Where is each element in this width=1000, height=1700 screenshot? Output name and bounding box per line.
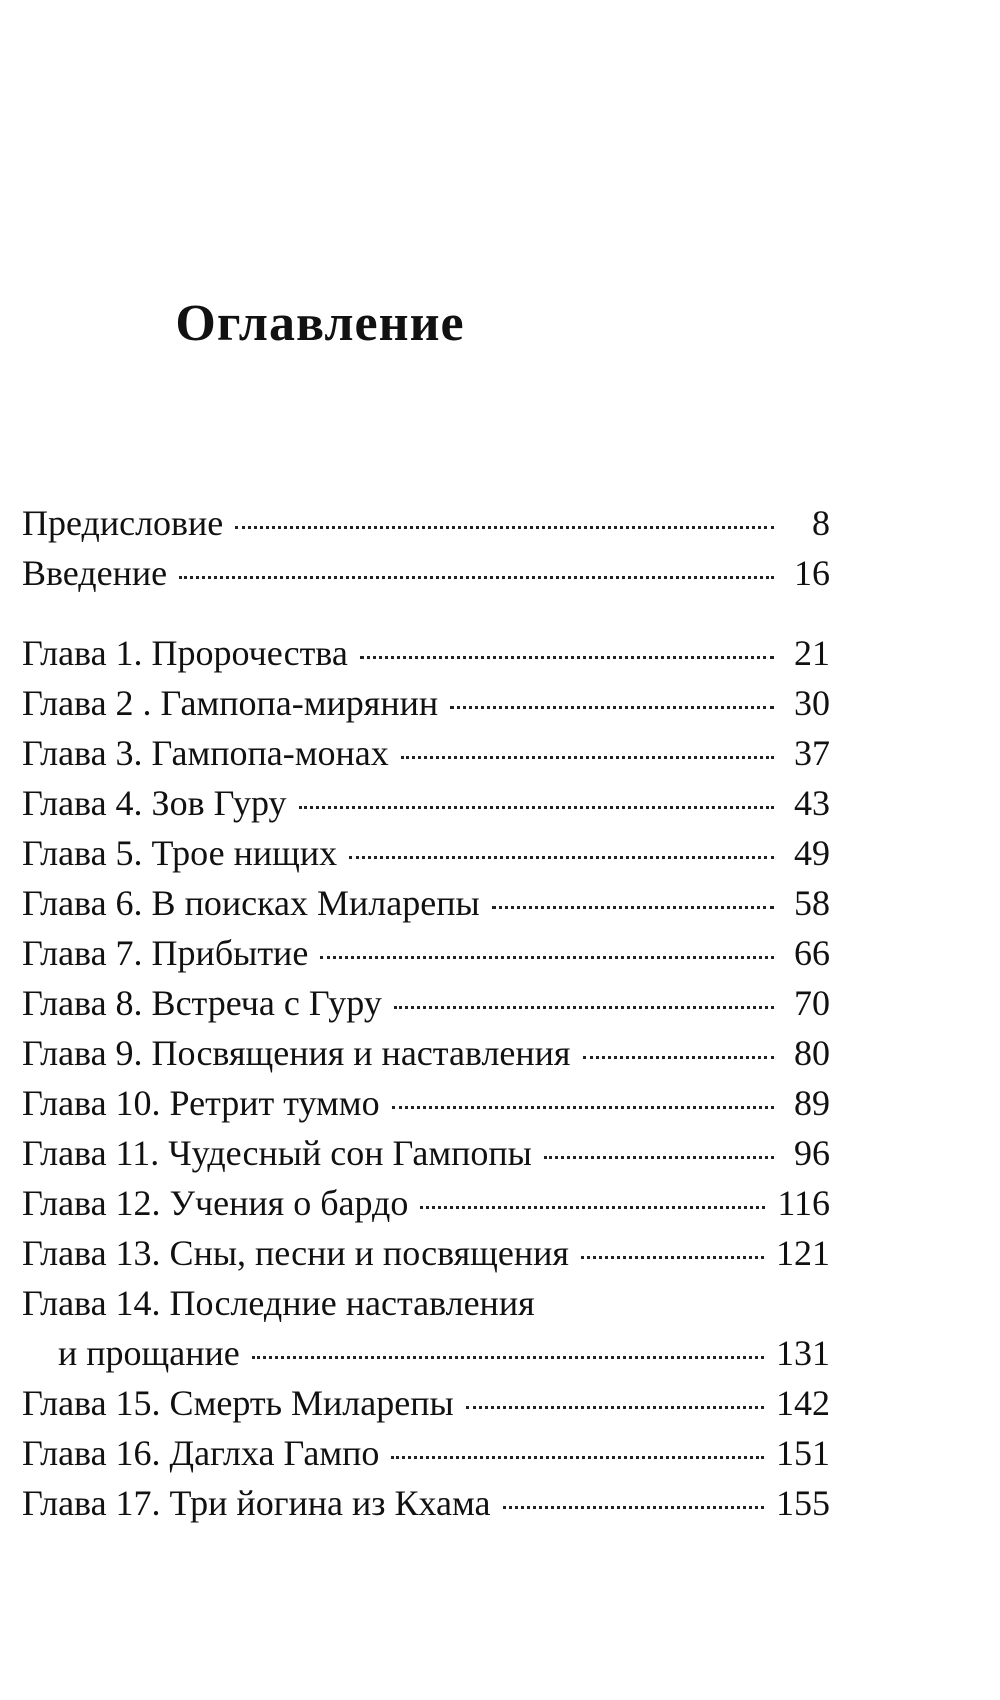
toc-entry-intro[interactable] [22,548,830,598]
toc-entry-page: 66 [794,933,830,973]
toc-entry-label: Глава 6. В поисках Миларепы [22,883,480,923]
toc-entry-page: 43 [794,783,830,823]
dot-leader [252,1356,764,1359]
toc-entry-chapter-13[interactable] [22,1228,830,1278]
toc-entry-label: Глава 12. Учения о бардо [22,1183,409,1223]
dot-leader [503,1506,765,1509]
toc-entry-page: 30 [794,683,830,723]
toc-entry-label: Глава 16. Даглха Гампо [22,1433,380,1473]
toc-entry-chapter-12[interactable] [22,1178,830,1228]
dot-leader [179,576,774,579]
dot-leader [349,856,774,859]
toc-entry-label: Глава 5. Трое нищих [22,833,338,873]
dot-leader [450,706,774,709]
toc-entry-page: 142 [776,1383,830,1423]
toc-entry-chapter-8[interactable] [22,978,830,1028]
toc-entry-page: 37 [794,733,830,773]
toc-entry-page: 70 [794,983,830,1023]
toc-entry-page: 21 [794,633,830,673]
toc-entry-chapter-6[interactable] [22,878,830,928]
dot-leader [394,1006,774,1009]
toc-entry-chapter-15[interactable] [22,1378,830,1428]
toc-entry-page: 155 [776,1483,830,1523]
toc-entry-page: 80 [794,1033,830,1073]
toc-entry-label: Глава 11. Чудесный сон Гампопы [22,1133,532,1173]
dot-leader [492,906,774,909]
toc-entry-label: Глава 9. Посвящения и наставления [22,1033,571,1073]
toc-entry-page: 96 [794,1133,830,1173]
toc-entry-label-continued: и прощание [58,1333,240,1373]
toc-entry-page: 131 [776,1333,830,1373]
toc-entry-label: Предисловие [22,503,224,543]
toc-entry-chapter-2[interactable] [22,678,830,728]
dot-leader [235,526,774,529]
toc-entry-page: 151 [776,1433,830,1473]
toc-entry-page: 89 [794,1083,830,1123]
toc-entry-label: Глава 2 . Гампопа-мирянин [22,683,439,723]
toc-entry-label: Введение [22,553,168,593]
toc-entry-label: Глава 14. Последние наставления [22,1283,535,1323]
toc-entry-label: Глава 1. Пророчества [22,633,348,673]
dot-leader [581,1256,764,1259]
toc-entry-chapter-9[interactable] [22,1028,830,1078]
toc-entry-chapter-16[interactable] [22,1428,830,1478]
toc-entry-chapter-7[interactable] [22,928,830,978]
table-of-contents [22,498,830,1528]
toc-entry-chapter-17[interactable] [22,1478,830,1528]
dot-leader [320,956,774,959]
toc-entry-chapter-3[interactable] [22,728,830,778]
toc-entry-second-line [22,1328,830,1378]
toc-entry-chapter-1[interactable] [22,628,830,678]
toc-entry-page: 8 [812,503,830,543]
dot-leader [360,656,774,659]
dot-leader [544,1156,774,1159]
toc-entry-page: 49 [794,833,830,873]
toc-entry-label: Глава 8. Встреча с Гуру [22,983,382,1023]
toc-entry-chapter-5[interactable] [22,828,830,878]
toc-entry-label: Глава 15. Смерть Миларепы [22,1383,454,1423]
dot-leader [466,1406,764,1409]
toc-entry-label: Глава 3. Гампопа-монах [22,733,389,773]
toc-entry-page: 16 [794,553,830,593]
toc-entry-label: Глава 13. Сны, песни и посвящения [22,1233,569,1273]
toc-entry-label: Глава 17. Три йогина из Кхама [22,1483,491,1523]
dot-leader [420,1206,765,1209]
toc-entry-lines [22,1278,830,1378]
dot-leader [392,1106,774,1109]
toc-entry-page: 58 [794,883,830,923]
page-title: Оглавление [175,295,465,352]
dot-leader [583,1056,775,1059]
toc-entry-label: Глава 10. Ретрит туммо [22,1083,380,1123]
toc-entry-label: Глава 7. Прибытие [22,933,309,973]
toc-entry-chapter-14[interactable] [22,1278,830,1378]
dot-leader [401,756,774,759]
dot-leader [391,1456,764,1459]
toc-entry-page: 116 [777,1183,830,1223]
dot-leader [299,806,774,809]
toc-entry-chapter-4[interactable] [22,778,830,828]
toc-entry-chapter-11[interactable] [22,1128,830,1178]
toc-entry-label: Глава 4. Зов Гуру [22,783,287,823]
toc-entry-page: 121 [776,1233,830,1273]
toc-entry-chapter-10[interactable] [22,1078,830,1128]
toc-entry-preface[interactable] [22,498,830,548]
